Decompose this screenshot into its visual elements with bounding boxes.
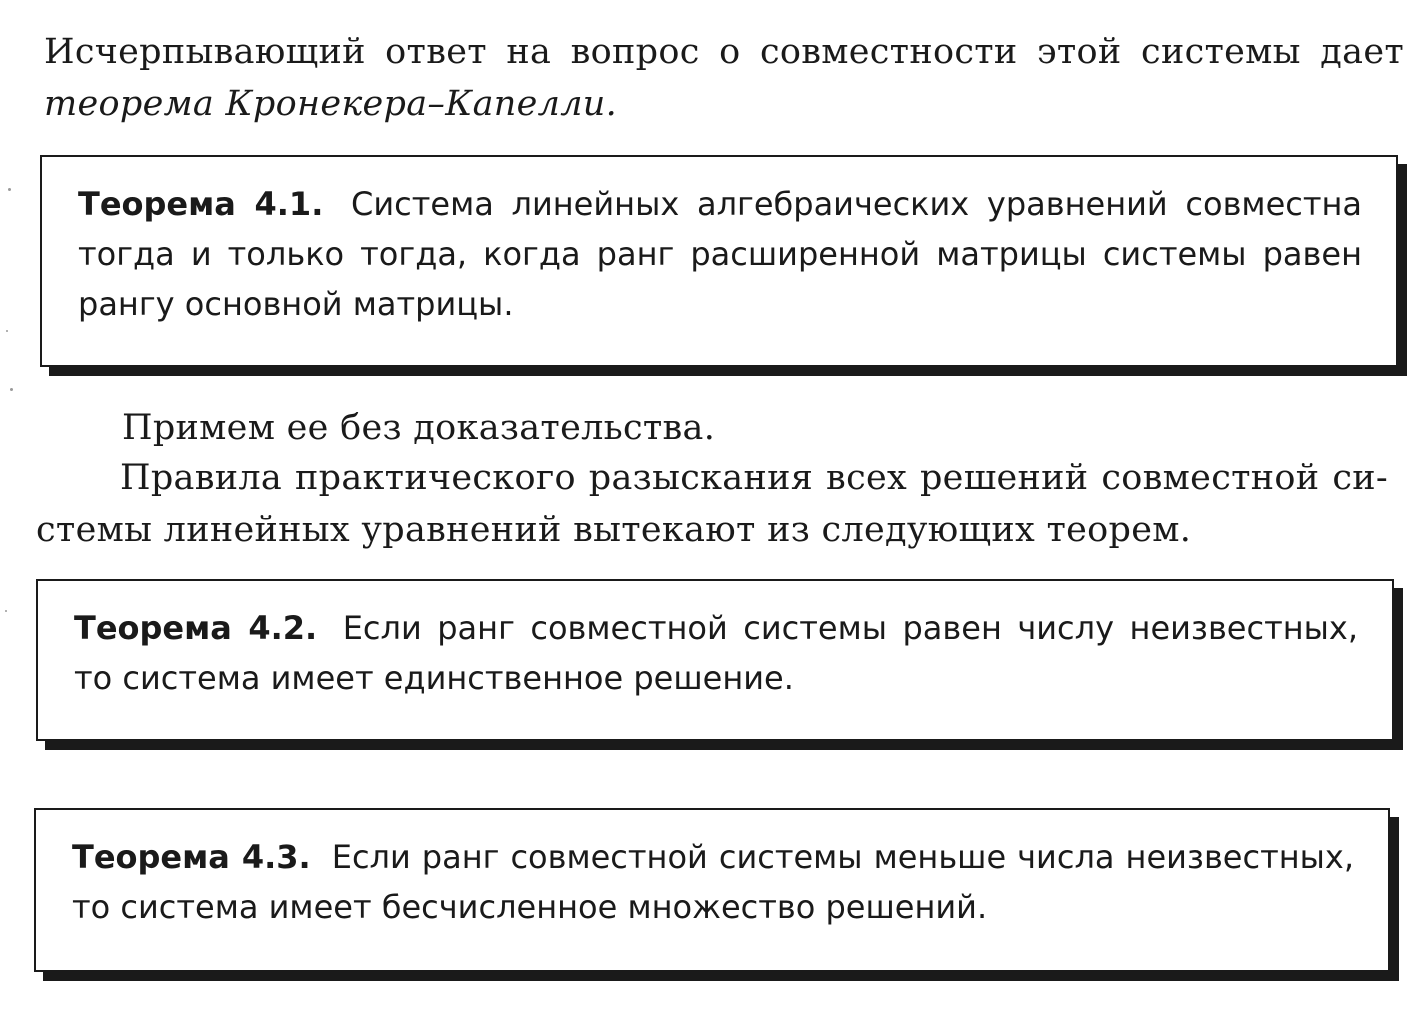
rules-line-2: стемы линейных уравнений вытекают из следующих теорем. [36,510,1192,550]
theorem-box-4-1 [40,155,1398,367]
rules-line-1: Правила практического разыскания всех решений совместной си- [120,458,1388,498]
scan-speck [6,330,8,332]
intro-line-1: Исчерпывающий ответ на вопрос о совместности этой системы дает [44,32,1404,72]
scan-speck [8,188,11,191]
theorem-4-2-heading: Теорема 4.2. [74,609,318,647]
intro-paragraph [44,26,1404,130]
theorem-4-1-heading: Теорема 4.1. [78,185,324,223]
theorem-4-3-heading: Теорема 4.3. [72,838,311,876]
rules-paragraph [36,452,1388,556]
theorem-box-4-2 [36,579,1394,741]
accept-paragraph: Примем ее без доказательства. [122,408,716,448]
scan-speck [10,388,13,391]
theorem-4-2-body [74,603,1358,703]
theorem-4-1-body [78,179,1362,329]
theorem-4-3-body [72,832,1354,932]
theorem-4-3-text: Если ранг совместной системы меньше числа неизвестных, то система имеет бесчисленное множество решений. [72,838,1355,926]
theorem-4-2-text: Если ранг совместной системы равен числу неизвестных, то система имеет единственное решение. [74,609,1359,697]
theorem-box-4-3 [34,808,1390,972]
intro-line-2: теорема Кронекера–Капелли. [44,84,618,124]
theorem-4-1-text: Система линейных алгебраических уравнений совместна тогда и только тогда, когда ранг расширенной матрицы системы равен рангу основной матрицы. [78,185,1363,323]
scan-speck [5,610,7,612]
